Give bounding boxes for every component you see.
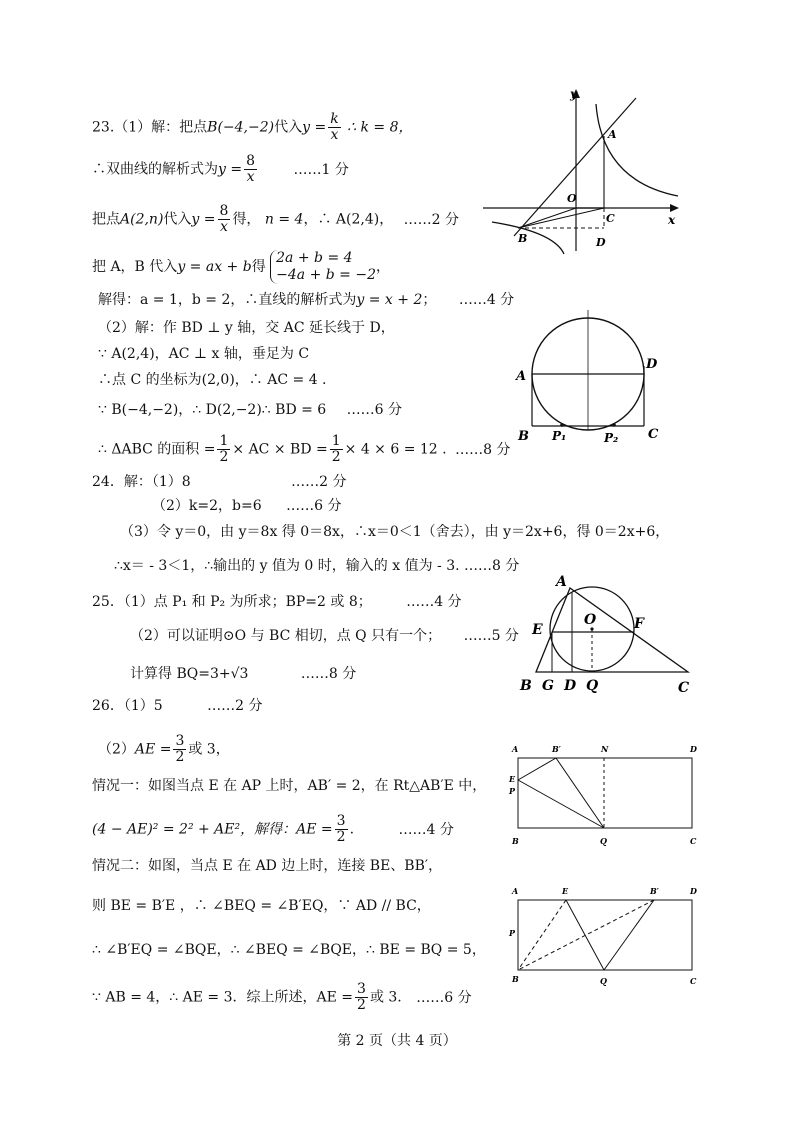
label-x: x (668, 213, 676, 227)
segment-eq (518, 780, 604, 828)
segment-bc (518, 208, 604, 228)
label-e: E (509, 774, 516, 784)
label-d: D (646, 357, 658, 372)
q26-line6: 则 BE = B′E ，∴ ∠BEQ = ∠B′EQ，∵ AD // BC， (92, 898, 431, 914)
label-p: P (509, 786, 516, 796)
label-d: D (690, 886, 697, 896)
q26-line3: 情况一：如图当点 E 在 AP 上时，AB′ = 2，在 Rt△AB′E 中， (92, 778, 487, 794)
label-d: D (690, 744, 697, 754)
segment-b1q (604, 900, 654, 970)
figure-circle-rectangle (506, 304, 678, 452)
label-e: E (532, 622, 543, 638)
label-d: D (596, 236, 606, 249)
fraction: $\frac{3}{2}$ (336, 813, 346, 845)
q23-line5: 解得：a = 1，b = 2，∴直线的解析式为y = x + 2； ……4 分 (98, 292, 515, 308)
q23-line3: 把点A(2,n)代入y = $\frac{8}{x}$ 得， n = 4，∴ A(2,4)， ……2 分 (92, 203, 460, 235)
label-p: P (509, 928, 516, 938)
label-b: B (512, 974, 519, 984)
label-b: B (512, 836, 519, 846)
label-c: C (648, 427, 659, 442)
hyperbola-branch-left (492, 222, 564, 254)
q24-line4: ∴x＝ - 3＜1，∴输出的 y 值为 0 时，输入的 x 值为 - 3. ……8 分 (114, 558, 520, 574)
q26-line8: ∵ AB = 4，∴ AE = 3．综上所述，AE = $\frac{3}{2}$ 或 3. ……6 分 (92, 981, 472, 1013)
q26-line7: ∴ ∠B′EQ = ∠BQE，∴ ∠BEQ = ∠BQE，∴ BE = BQ = 5， (92, 942, 486, 958)
triangle-abc (536, 588, 688, 672)
fraction: $\frac{8}{x}$ (219, 203, 229, 235)
fraction: $\frac{8}{x}$ (246, 153, 256, 185)
fraction: $\frac{1}{2}$ (219, 433, 229, 465)
q23-line7: ∵ A(2,4)，AC ⊥ x 轴，垂足为 C (98, 346, 310, 362)
label-f: F (634, 616, 644, 632)
x-axis-arrow (670, 204, 679, 212)
q24-line2: （2）k=2，b=6 ……6 分 (152, 498, 342, 514)
q25-line2: （2）可以证明⊙O 与 BC 相切，点 Q 只有一个； ……5 分 (130, 628, 519, 644)
label-p2: P₂ (604, 431, 619, 445)
hyperbola-branch-right (596, 104, 678, 196)
rectangle-abcd (518, 900, 692, 970)
q24-line1: 24．解：（1）8 ……2 分 (92, 474, 347, 490)
label-a: A (556, 574, 567, 590)
fraction: $\frac{3}{2}$ (175, 733, 185, 765)
label-a: A (512, 886, 519, 896)
equation-system: 2a + b = 4 −4a + b = −2 (270, 250, 376, 284)
label-c: C (606, 212, 615, 225)
q26-line1: 26．（1）5 ……2 分 (92, 698, 263, 714)
label-b1: B′ (650, 886, 659, 896)
q23-line8: ∴点 C 的坐标为(2,0)，∴ AC = 4 . (98, 372, 327, 388)
q24-line3: （3）令 y＝0，由 y＝8x 得 0＝8x，∴x＝0＜1（舍去），由 y＝2x+6，得 0＝2x+6， (120, 524, 670, 540)
point-p1 (560, 423, 564, 427)
figure-triangle-circle (512, 572, 700, 696)
q23-line10: ∴ ΔABC 的面积 = $\frac{1}{2}$ × AC × BD = $\frac{1}{2}$ × 4 × 6 = 12 . ……8 分 (98, 433, 511, 465)
figure-hyperbola (478, 86, 688, 256)
q23-line4: 把 A，B 代入y = ax + b得 2a + b = 4 −4a + b = −2 ， (92, 250, 390, 283)
label-e: E (562, 886, 569, 896)
figure-rectangle-case2 (506, 882, 706, 994)
label-c: C (690, 976, 697, 986)
label-p1: P₁ (552, 429, 567, 443)
line-ab (514, 98, 636, 236)
label-o: O (567, 192, 577, 205)
label-n: N (601, 744, 609, 754)
point-p2 (612, 423, 616, 427)
q23-line6: （2）解：作 BD ⊥ y 轴，交 AC 延长线于 D， (98, 320, 395, 336)
label-g: G (542, 678, 554, 694)
q23-line1: 23.（1）解：把点B(−4,−2)代入y = $\frac{k}{x}$ ∴ k = 8， (92, 111, 413, 143)
label-c: C (690, 836, 697, 846)
label-q: Q (586, 678, 599, 694)
label-a: A (512, 744, 519, 754)
label-q: Q (600, 836, 607, 846)
label-c: C (678, 680, 690, 696)
label-q: Q (600, 976, 607, 986)
label-d: D (564, 678, 577, 694)
q26-line4: (4 − AE)² = 2² + AE²，解得：AE = $\frac{3}{2}$ . ……4 分 (92, 813, 454, 845)
q26-line2: （2）AE = $\frac{3}{2}$ 或 3， (98, 733, 230, 765)
rectangle-abcd (518, 758, 692, 828)
segment-bb1 (518, 900, 654, 970)
label-a: A (516, 369, 527, 384)
fraction: $\frac{1}{2}$ (331, 433, 341, 465)
figure-rectangle-case1 (506, 740, 706, 852)
label-o: O (584, 612, 597, 628)
q26-line5: 情况二：如图，当点 E 在 AD 边上时，连接 BE、BB′， (92, 858, 443, 874)
label-b: B (520, 678, 532, 694)
label-y: y (570, 87, 577, 101)
segment-b1q (556, 758, 604, 828)
label-a: A (608, 128, 617, 141)
q25-line3: 计算得 BQ=3+√3 ……8 分 (130, 666, 357, 682)
label-b: B (518, 429, 529, 444)
q23-line2: ∴双曲线的解析式为y = $\frac{8}{x}$ ……1 分 (92, 153, 349, 185)
q25-line1: 25．（1）点 P₁ 和 P₂ 为所求；BP=2 或 8； ……4 分 (92, 594, 462, 610)
segment-bo (518, 208, 576, 228)
segment-eb1 (518, 758, 556, 780)
q23-line9: ∵ B(−4,−2)，∴ D(2,−2)∴ BD = 6 ……6 分 (98, 402, 403, 418)
fraction: $\frac{k}{x}$ (330, 111, 339, 143)
segment-eq (566, 900, 604, 970)
segment-be (518, 900, 566, 970)
label-b1: B′ (552, 744, 561, 754)
page-footer: 第 2 页（共 4 页） (337, 1033, 457, 1049)
fraction: $\frac{3}{2}$ (357, 981, 366, 1013)
label-b: B (518, 232, 528, 245)
